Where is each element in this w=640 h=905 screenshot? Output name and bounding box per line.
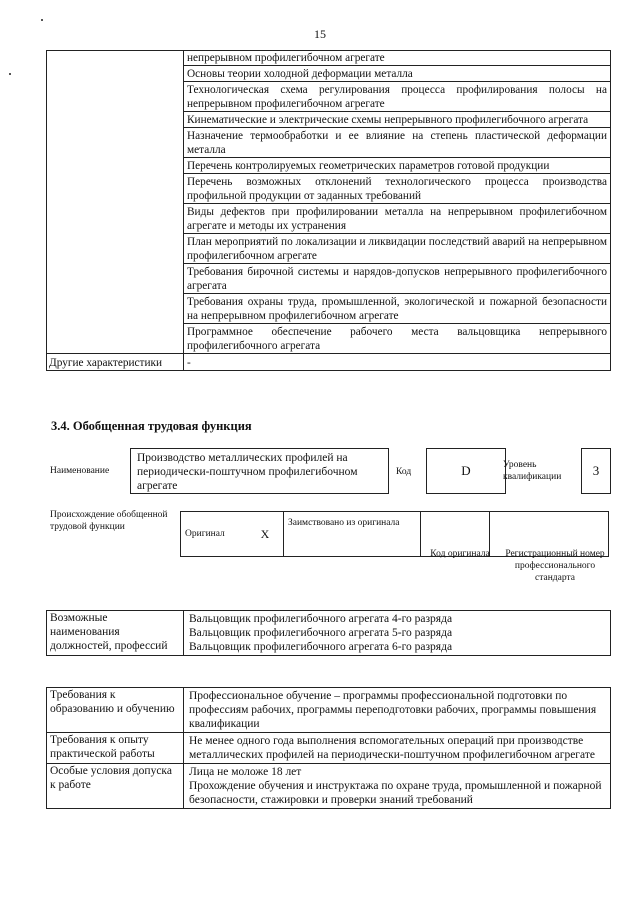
conditions-label: Особые условия допуска к работе: [47, 764, 184, 809]
knowledge-row: непрерывном профилегибочном агрегате: [184, 51, 611, 66]
positions-table: [46, 610, 611, 656]
other-characteristics-label: Другие характеристики: [47, 354, 184, 371]
knowledge-row: План мероприятий по локализации и ликвидации последствий аварий на непрерывном профилегибочном агрегате: [184, 234, 611, 264]
position-item: Вальцовщик профилегибочного агрегата 5-го разряда: [189, 627, 453, 639]
knowledge-table: [46, 50, 611, 371]
page-number: 15: [314, 27, 326, 41]
knowledge-row: Назначение термообработки и ее влияние на степень пластической деформации металла: [184, 128, 611, 158]
scan-speck: [9, 73, 11, 75]
experience-value: Не менее одного года выполнения вспомогательных операций при производстве металлических профилей на периодически-поштучном профилегибочном агрегате: [184, 733, 611, 764]
scan-speck: [41, 19, 43, 21]
knowledge-row: Требования бирочной системы и нарядов-допусков непрерывного профилегибочного агрегата: [184, 264, 611, 294]
name-label: Наименование: [50, 466, 110, 476]
code-label: Код: [396, 467, 412, 477]
condition-item: Прохождение обучения и инструктажа по охране труда, промышленной и пожарной безопасности, стажировки и проверки знаний требований: [189, 780, 602, 806]
section-title: 3.4. Обобщенная трудовая функция: [51, 419, 252, 433]
knowledge-row: Виды дефектов при профилировании металла на непрерывном профилегибочном агрегате и методы их устранения: [184, 204, 611, 234]
knowledge-row: Перечень возможных отклонений технологического процесса производства профильной продукции от заданных требований: [184, 174, 611, 204]
level-label: Уровень квалификации: [503, 460, 562, 482]
function-name-box: Производство металлических профилей на периодически-поштучном профилегибочном агрегате: [130, 448, 389, 494]
code-value-box: D: [426, 448, 506, 494]
original-label: Оригинал: [181, 512, 248, 557]
education-label: Требования к образованию и обучению: [47, 688, 184, 733]
position-item: Вальцовщик профилегибочного агрегата 6-го разряда: [189, 641, 453, 653]
positions-label: Возможные наименования должностей, профессий: [47, 611, 184, 656]
other-characteristics-value: -: [184, 354, 611, 371]
knowledge-row: Перечень контролируемых геометрических параметров готовой продукции: [184, 158, 611, 174]
origin-label: Происхождение обобщенной трудовой функции: [50, 510, 168, 532]
conditions-values: [184, 764, 611, 809]
knowledge-row: Требования охраны труда, промышленной, экологической и пожарной безопасности на непрерывном профилегибочном агрегате: [184, 294, 611, 324]
level-value-box: 3: [581, 448, 611, 494]
knowledge-row: Технологическая схема регулирования процесса профилирования полосы на непрерывном профилегибочном агрегате: [184, 82, 611, 112]
original-mark: X: [247, 512, 284, 557]
education-value: Профессиональное обучение – программы профессиональной подготовки по профессиям рабочих, программы переподготовки рабочих, программы повышения квалификации: [184, 688, 611, 733]
knowledge-row: Основы теории холодной деформации металла: [184, 66, 611, 82]
requirements-table: [46, 687, 611, 809]
knowledge-label-cell: [47, 51, 184, 354]
registration-caption: Регистрационный номер профессионального стандарта: [505, 549, 605, 583]
code-caption: Код оригинала: [430, 549, 490, 559]
knowledge-row: Кинематические и электрические схемы непрерывного профилегибочного агрегата: [184, 112, 611, 128]
borrowed-label: Заимствовано из оригинала: [284, 512, 421, 557]
positions-values: [184, 611, 611, 656]
experience-label: Требования к опыту практической работы: [47, 733, 184, 764]
knowledge-row: Программное обеспечение рабочего места вальцовщика непрерывного профилегибочного агрегата: [184, 324, 611, 354]
condition-item: Лица не моложе 18 лет: [189, 766, 302, 778]
position-item: Вальцовщик профилегибочного агрегата 4-го разряда: [189, 613, 453, 625]
